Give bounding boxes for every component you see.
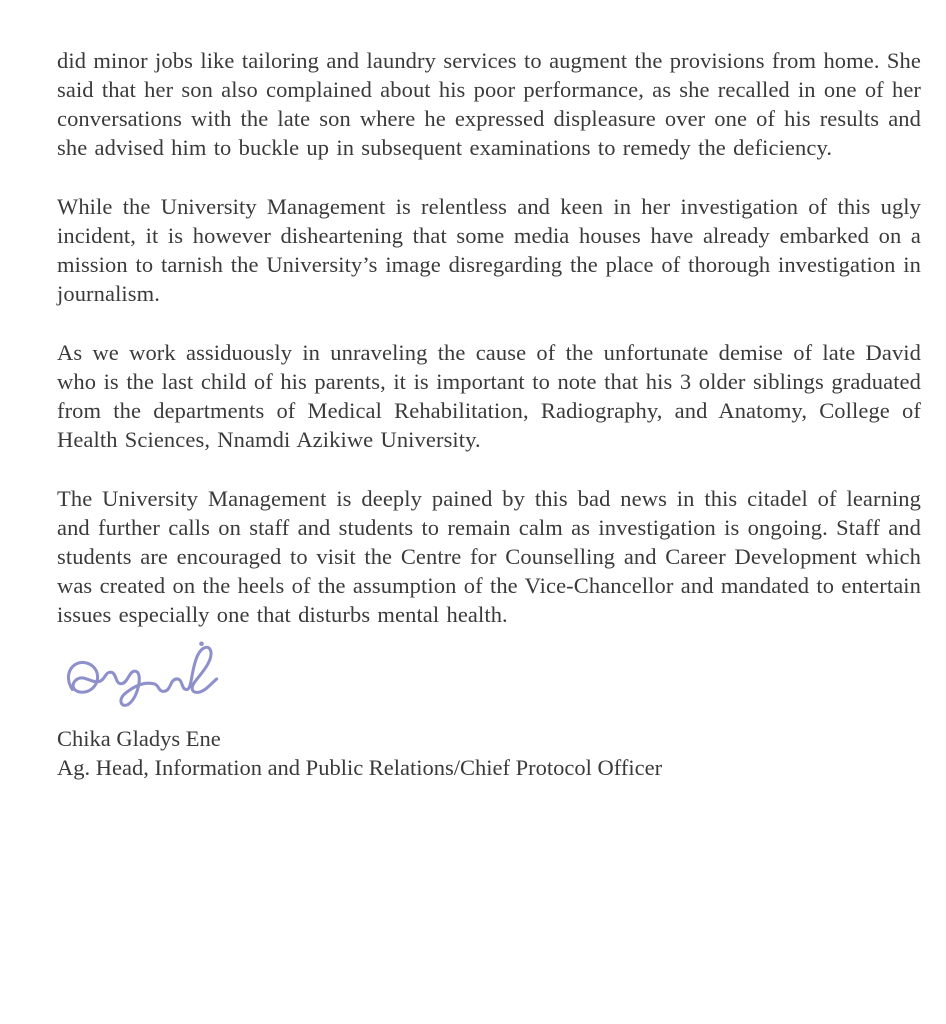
body-paragraph: did minor jobs like tailoring and laundry services to augment the provisions from home. She said that her son also complained about his poor performance, as she recalled in one of her conversations with the late son where he expressed displeasure over one of his results and she advised him to buckle up in subsequent examinations to remedy the deficiency. bbox=[57, 48, 921, 160]
signature-block bbox=[57, 637, 921, 782]
letter-body bbox=[57, 46, 921, 782]
signature-stroke bbox=[68, 647, 216, 705]
body-paragraph: The University Management is deeply pained by this bad news in this citadel of learning and further calls on staff and students to remain calm as investigation is ongoing. Staff and students are encouraged to visit the Centre for Counselling and Career Development which was created on the heels of the assumption of the Vice-Chancellor and mandated to entertain issues especially one that disturbs mental health. bbox=[57, 486, 921, 627]
signatory-title: Ag. Head, Information and Public Relations/Chief Protocol Officer bbox=[57, 755, 663, 780]
signatory-name: Chika Gladys Ene bbox=[57, 726, 221, 751]
body-paragraph: While the University Management is relentless and keen in her investigation of this ugly incident, it is however disheartening that some media houses have already embarked on a mission to tarnish the University’s image disregarding the place of thorough investigation in journalism. bbox=[57, 194, 921, 306]
signature-ink-dot bbox=[199, 641, 204, 646]
body-paragraph: As we work assiduously in unraveling the cause of the unfortunate demise of late David who is the last child of his parents, it is important to note that his 3 older siblings graduated from the departments of Medical Rehabilitation, Radiography, and Anatomy, College of Health Sciences, Nnamdi Azikiwe University. bbox=[57, 340, 921, 452]
handwritten-signature-icon bbox=[59, 637, 249, 718]
